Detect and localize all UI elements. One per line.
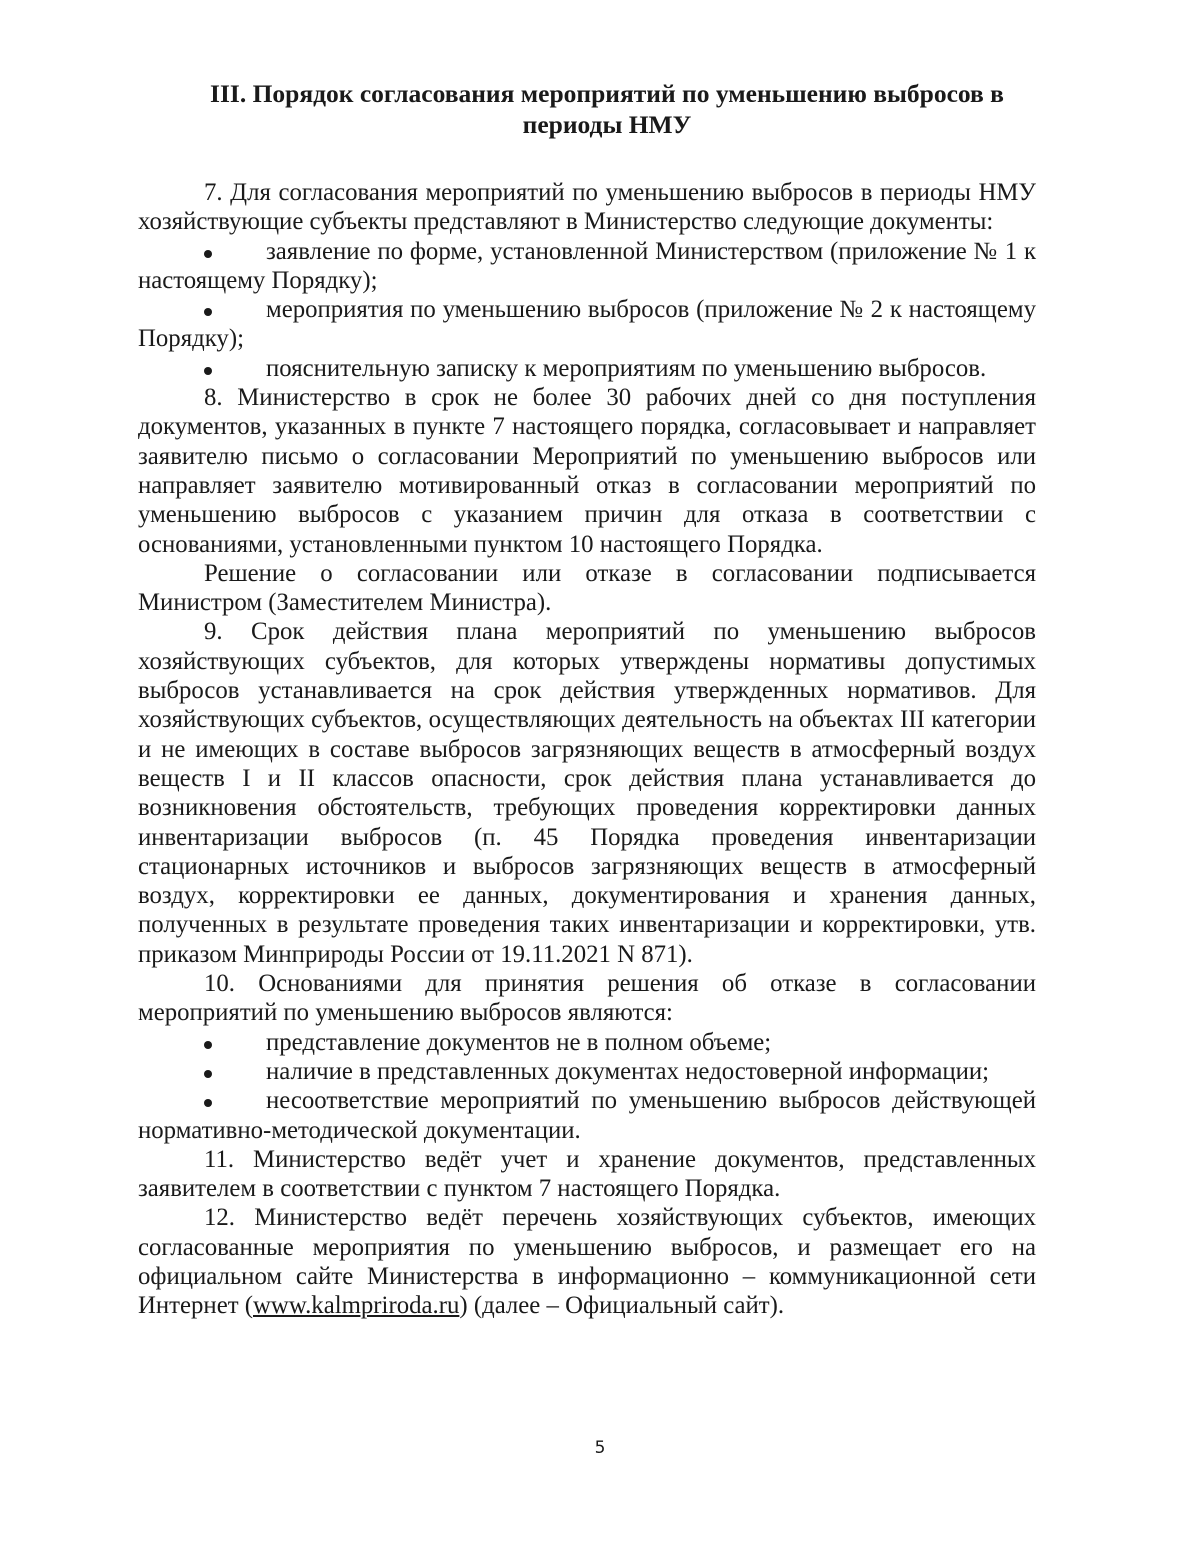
paragraph-7-intro: 7. Для согласования мероприятий по уменьшению выбросов в периоды НМУ хозяйствующие субъекты представляют в Министерство следующие документы: (138, 179, 1036, 236)
paragraph-10-list (138, 1028, 1036, 1145)
bullet-icon (204, 1070, 212, 1078)
paragraph-7-list (138, 237, 1036, 383)
paragraph-11: 11. Министерство ведёт учет и хранение документов, представленных заявителем в соответствии с пунктом 7 настоящего Порядка. (138, 1145, 1036, 1203)
list-item (138, 1057, 1036, 1086)
list-item (138, 295, 1036, 354)
list-item-text: заявление по форме, установленной Министерством (приложение № 1 к настоящему Порядку); (138, 237, 1036, 294)
section-heading-line-2: периоды НМУ (522, 110, 692, 139)
list-item (138, 354, 1036, 383)
bullet-icon (204, 367, 212, 375)
list-item (138, 1028, 1036, 1057)
list-item-text: пояснительную записку к мероприятиям по уменьшению выбросов. (266, 354, 987, 382)
list-item (138, 237, 1036, 296)
official-site-link[interactable]: www.kalmpriroda.ru (253, 1292, 460, 1320)
list-item-text: представление документов не в полном объеме; (266, 1028, 772, 1056)
document-page (138, 78, 1036, 1321)
list-item-text: наличие в представленных документах недостоверной информации; (266, 1057, 990, 1085)
bullet-icon (204, 1041, 212, 1049)
paragraph-12-text: 12. Министерство ведёт перечень хозяйствующих субъектов, имеющих согласованные мероприятия по уменьшению выбросов, и размещает его на официальном сайте Министерства в информационно – коммуникационной сети Интернет ( (138, 1204, 1036, 1320)
section-heading (138, 78, 1036, 140)
bullet-icon (204, 308, 212, 316)
paragraph-12 (138, 1203, 1036, 1320)
paragraph-9: 9. Срок действия плана мероприятий по уменьшению выбросов хозяйствующих субъектов, для которых утверждены нормативы допустимых выбросов устанавливается на срок действия утвержденных нормативов. Для хозяйствующих субъектов, осуществляющих деятельность на объектах III категории и не имеющих в составе выбросов загрязняющих веществ в атмосферный воздух веществ I и II классов опасности, срок действия плана устанавливается до возникновения обстоятельств, требующих проведения корректировки данных инвентаризации выбросов (п. 45 Порядка проведения инвентаризации стационарных источников и выбросов загрязняющих веществ в атмосферный воздух, корректировки ее данных, документирования и хранения данных, полученных в результате проведения таких инвентаризации и корректировки, утв. приказом Минприроды России от 19.11.2021 N 871). (138, 618, 1036, 968)
paragraph-8: 8. Министерство в срок не более 30 рабочих дней со дня поступления документов, указанных в пункте 7 настоящего порядка, согласовывает и направляет заявителю письмо о согласовании Мероприятий по уменьшению выбросов или направляет заявителю мотивированный отказ в согласовании мероприятий по уменьшению выбросов с указанием причин для отказа в соответствии с основаниями, установленными пунктом 10 настоящего Порядка. (138, 384, 1036, 558)
bullet-icon (204, 1099, 212, 1107)
page-number: 5 (594, 1438, 606, 1458)
section-heading-line-1: III. Порядок согласования мероприятий по уменьшению выбросов в (210, 79, 1004, 108)
list-item (138, 1086, 1036, 1145)
paragraph-12-tail: ) (далее – Официальный сайт). (459, 1292, 785, 1320)
list-item-text: несоответствие мероприятий по уменьшению выбросов действующей нормативно-методической документации. (138, 1087, 1036, 1144)
paragraph-8-decision: Решение о согласовании или отказе в согласовании подписывается Министром (Заместителем Министра). (138, 559, 1036, 617)
list-item-text: мероприятия по уменьшению выбросов (приложение № 2 к настоящему Порядку); (138, 296, 1036, 353)
bullet-icon (204, 250, 212, 258)
paragraph-10-intro: 10. Основаниями для принятия решения об отказе в согласовании мероприятий по уменьшению выбросов являются: (138, 970, 1036, 1027)
